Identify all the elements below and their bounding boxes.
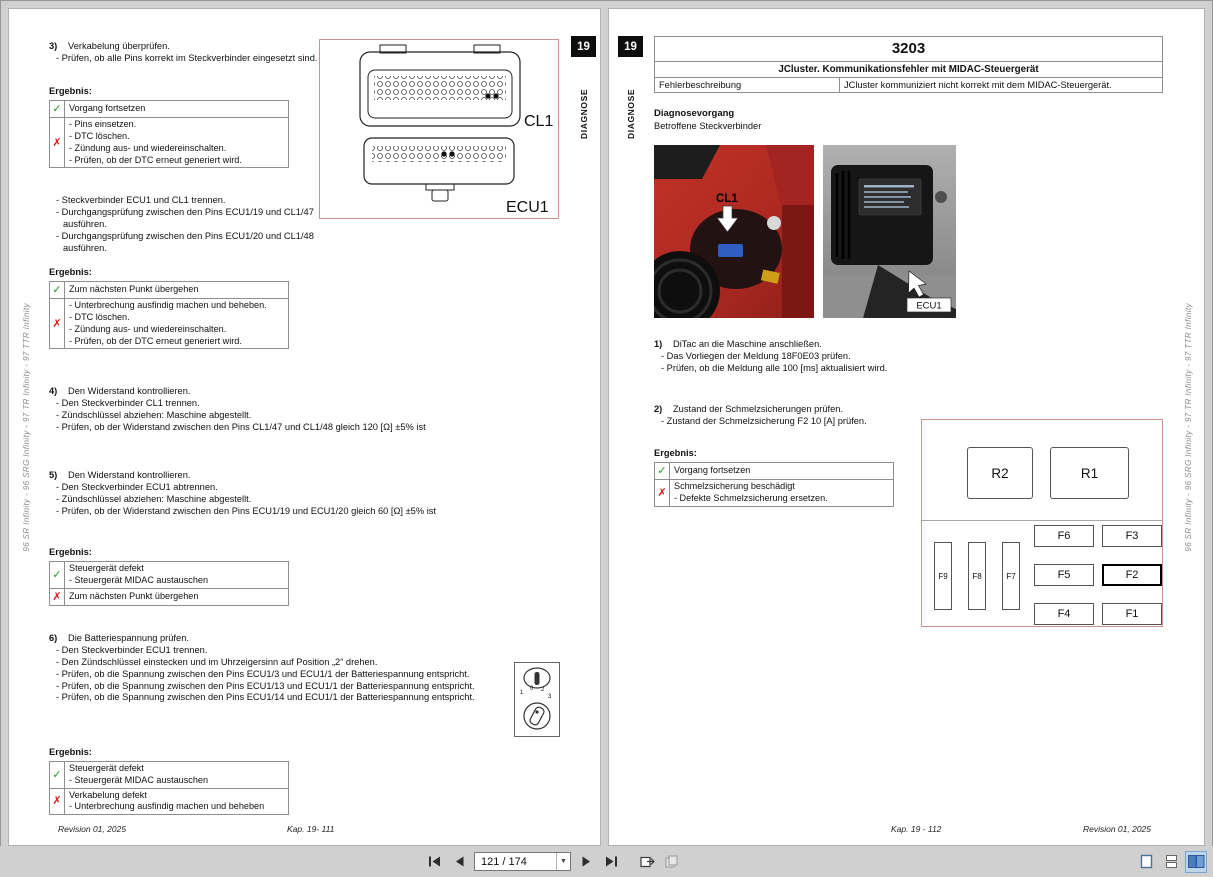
bullet-line: - Prüfen, ob die Spannung zwischen den Pins ECU1/13 und ECU1/1 der Batteriespannung entspricht.: [56, 680, 475, 691]
diagnosis-subheading: Betroffene Steckverbinder: [654, 121, 762, 131]
fuse-label: F9: [938, 571, 948, 581]
ecu1-connector-label: ECU1: [506, 199, 549, 216]
continuous-view-icon: [1165, 854, 1178, 869]
result-line: Vorgang fortsetzen: [69, 103, 146, 114]
cl1-connector-label: CL1: [524, 113, 554, 130]
cross-icon: ✗: [655, 480, 670, 507]
next-page-button[interactable]: [576, 852, 596, 872]
error-description-value: JCluster kommuniziert nicht korrekt mit dem MIDAC-Steuergerät.: [844, 80, 1112, 90]
chapter-label-text: DIAGNOSE: [625, 88, 636, 139]
result-ok-row: [50, 100, 289, 117]
result-line: Vorgang fortsetzen: [674, 465, 751, 476]
result-label: Ergebnis:: [49, 86, 92, 96]
side-text-label: 96 SR Infinity - 96 SRG Infinity - 97 TR Infinity - 97 TTR Infinity: [22, 302, 31, 552]
error-code: 3203: [655, 37, 1162, 62]
bullet-line: - Zustand der Schmelzsicherung F2 10 [A] prüfen.: [661, 415, 867, 426]
fuse-label: F1: [1125, 608, 1139, 620]
cl1-location-photo: [654, 145, 814, 318]
step-number: 3): [49, 41, 58, 51]
result-block-3: [49, 547, 479, 606]
step-number: 4): [49, 386, 58, 396]
result-line: - Defekte Schmelzsicherung ersetzen.: [674, 493, 828, 503]
bullet-line: - Den Steckverbinder ECU1 trennen.: [56, 644, 208, 655]
bullet-line: - Prüfen, ob der Widerstand zwischen den Pins ECU1/19 und ECU1/20 gleich 60 [Ω] ±5% ist: [56, 505, 436, 516]
fuse-f8: [968, 542, 986, 610]
cross-icon: ✗: [50, 588, 65, 605]
result-line: - Prüfen, ob der DTC erneut generiert wird.: [69, 154, 242, 165]
fuse-label: F8: [972, 571, 982, 581]
open-in-new-tab-button[interactable]: [637, 852, 657, 872]
result-label: Ergebnis:: [49, 547, 92, 557]
fuse-label: F7: [1006, 571, 1016, 581]
result-line: - DTC löschen.: [69, 312, 130, 322]
page-number-value[interactable]: 121 / 174: [481, 855, 527, 868]
relay-label: R1: [1080, 465, 1099, 481]
fuse-label: F2: [1125, 569, 1139, 581]
key-position-0: 0: [530, 686, 534, 692]
result-table: [49, 281, 289, 350]
bullet-line: - Prüfen, ob alle Pins korrekt im Steckverbinder eingesetzt sind.: [56, 52, 318, 63]
bullet-line: - Prüfen, ob die Spannung zwischen den Pins ECU1/3 und ECU1/1 der Batteriespannung entspricht.: [56, 668, 470, 679]
result-block-4: [49, 747, 479, 815]
copy-page-button[interactable]: [662, 852, 682, 872]
chapter-tab-left: [571, 36, 596, 57]
chapter-label-text: DIAGNOSE: [578, 88, 589, 139]
chapter-label-left: [571, 61, 596, 139]
footer-revision: Revision 01, 2025: [58, 824, 127, 834]
single-page-icon: [1140, 854, 1153, 869]
cross-icon: ✗: [50, 299, 65, 349]
diagnosis-heading: Diagnosevorgang: [654, 108, 735, 119]
page-dropdown-arrow-icon[interactable]: ▼: [556, 853, 570, 870]
fuse-f6: [1034, 525, 1094, 547]
ignition-key-diagram: [515, 663, 559, 736]
fuse-label: F6: [1057, 530, 1071, 542]
new-tab-icon: [640, 855, 655, 868]
fuse-f9: [934, 542, 952, 610]
result-line: Steuergerät defekt: [69, 562, 144, 573]
chapter-number: 19: [624, 40, 637, 53]
bullet-line: - Prüfen, ob die Spannung zwischen den Pins ECU1/14 und ECU1/1 der Batteriespannung entspricht.: [56, 692, 475, 703]
bullet-line: - Das Vorliegen der Meldung 18F0E03 prüfen.: [661, 350, 851, 361]
result-block-2: [49, 267, 479, 349]
first-page-button[interactable]: [424, 852, 444, 872]
step-heading: [49, 386, 479, 398]
check-icon: ✓: [50, 761, 65, 788]
previous-page-icon: [455, 856, 464, 867]
key-position-3: 3: [548, 694, 552, 700]
error-description-label: Fehlerbeschreibung: [655, 78, 840, 92]
side-text-label: 96 SR Infinity - 96 SRG Infinity - 97 TR Infinity - 97 TTR Infinity: [1184, 302, 1193, 552]
result-label: Ergebnis:: [654, 448, 697, 458]
bullet-line: - Den Steckverbinder ECU1 abtrennen.: [56, 481, 218, 492]
relay-label: R2: [991, 465, 1009, 481]
ecu1-photo-label: ECU1: [916, 300, 942, 312]
result-line: Verkabelung defekt: [69, 789, 147, 800]
error-description-row: [655, 78, 1162, 92]
facing-pages-view-button[interactable]: [1186, 852, 1206, 872]
fuse-label: F5: [1057, 569, 1071, 581]
step-5-block: [49, 470, 479, 518]
bullet-line: - Durchgangsprüfung zwischen den Pins ECU1/19 und CL1/47 ausführen.: [56, 206, 314, 229]
result-line: - Unterbrechung ausfindig machen und beheben: [69, 801, 265, 812]
fuse-f5: [1034, 564, 1094, 586]
step-6-block: [49, 633, 479, 704]
fuse-box-figure: [921, 419, 1163, 627]
result-line: Schmelzsicherung beschädigt: [674, 481, 795, 492]
step-number: 1): [654, 339, 663, 349]
last-page-button[interactable]: [601, 852, 621, 872]
copy-icon: [665, 855, 679, 868]
step-4-block: [49, 386, 479, 434]
result-ok-row: [50, 761, 289, 788]
result-fail-row: [50, 588, 289, 605]
result-line: - Steuergerät MIDAC austauschen: [69, 574, 208, 585]
check-icon: ✓: [655, 462, 670, 479]
result-label: Ergebnis:: [49, 267, 92, 277]
bullet-line: - Den Steckverbinder CL1 trennen.: [56, 397, 200, 408]
footer-chapter: Kap. 19 - 112: [891, 824, 942, 834]
manual-page-right: [608, 8, 1205, 846]
check-icon: ✓: [50, 561, 65, 588]
bullet-line: - Steckverbinder ECU1 und CL1 trennen.: [56, 195, 226, 205]
step-number: 6): [49, 633, 58, 643]
relay-r1: [1050, 447, 1129, 499]
continuous-view-button[interactable]: [1161, 852, 1181, 872]
chapter-tab-right: [618, 36, 643, 57]
footer-revision: Revision 01, 2025: [1082, 824, 1151, 834]
result-table: [654, 462, 894, 507]
mid-bullets-block: [49, 195, 331, 254]
ecu1-location-photo: [823, 145, 956, 318]
facing-pages-icon: [1188, 854, 1205, 869]
result-ok-row: [50, 561, 289, 588]
step-heading: [49, 470, 479, 482]
result-label: Ergebnis:: [49, 747, 92, 757]
fuse-label: F4: [1057, 608, 1071, 620]
result-fail-row: [50, 118, 289, 168]
step-heading: [49, 633, 479, 645]
step-heading: [654, 404, 1074, 416]
cl1-photo-illustration: [654, 145, 814, 318]
bullet-line: - Prüfen, ob der Widerstand zwischen den Pins CL1/47 und CL1/48 gleich 120 [Ω] ±5% ist: [56, 421, 426, 432]
manual-page-left: [8, 8, 601, 846]
result-line: Zum nächsten Punkt übergehen: [69, 590, 199, 601]
step-number: 5): [49, 470, 58, 480]
step-title: Den Widerstand kontrollieren.: [68, 470, 191, 480]
left-side-text: [22, 9, 31, 845]
result-fail-row: [655, 480, 894, 507]
bullet-line: - Den Zündschlüssel einstecken und im Uhrzeigersinn auf Position „2“ drehen.: [56, 656, 378, 667]
error-title: JCluster. Kommunikationsfehler mit MIDAC-Steuergerät: [655, 62, 1162, 78]
right-side-text: [1184, 9, 1193, 845]
step-title: Den Widerstand kontrollieren.: [68, 386, 191, 396]
result-table: [49, 561, 289, 606]
previous-page-button[interactable]: [449, 852, 469, 872]
fuse-f3: [1102, 525, 1162, 547]
result-line: Zum nächsten Punkt übergehen: [69, 284, 199, 295]
result-line: - DTC löschen.: [69, 131, 130, 141]
result-ok-row: [50, 281, 289, 298]
check-icon: ✓: [50, 100, 65, 117]
result-line: - Steuergerät MIDAC austauschen: [69, 774, 208, 785]
cross-icon: ✗: [50, 788, 65, 815]
result-line: - Prüfen, ob der DTC erneut generiert wird.: [69, 335, 242, 346]
result-line: Steuergerät defekt: [69, 762, 144, 773]
result-line: - Pins einsetzen.: [69, 119, 137, 130]
bullet-line: - Prüfen, ob die Meldung alle 100 [ms] aktualisiert wird.: [661, 362, 888, 373]
cl1-photo-label: CL1: [716, 193, 738, 205]
result-line: - Zündung aus- und wiedereinschalten.: [69, 323, 227, 334]
result-line: - Unterbrechung ausfindig machen und beheben.: [69, 300, 267, 311]
ecu1-photo-illustration: [823, 145, 956, 318]
step-1-block: [654, 339, 1074, 375]
key-position-2: 2: [541, 687, 545, 693]
error-code-header-table: [654, 36, 1163, 93]
step-number: 2): [654, 404, 663, 414]
result-ok-row: [655, 462, 894, 479]
result-fail-row: [50, 788, 289, 815]
footer-chapter: Kap. 19- 111: [287, 824, 335, 834]
bullet-line: - Zündschlüssel abziehen: Maschine abgestellt.: [56, 493, 252, 504]
ignition-key-figure: [514, 662, 560, 737]
chapter-number: 19: [577, 40, 590, 53]
viewer-toolbar: [0, 846, 1213, 877]
first-page-icon: [428, 856, 441, 867]
fuse-f4: [1034, 603, 1094, 625]
chapter-label-right: [618, 61, 643, 139]
cross-icon: ✗: [50, 118, 65, 168]
connector-diagram-figure: [319, 39, 559, 219]
result-table: [49, 761, 289, 815]
step-title: Verkabelung überprüfen.: [68, 41, 170, 51]
fuse-label: F3: [1125, 530, 1139, 542]
check-icon: ✓: [50, 281, 65, 298]
fuse-f1: [1102, 603, 1162, 625]
fuse-f2-highlighted: [1102, 564, 1162, 586]
relay-r2: [967, 447, 1033, 499]
view-mode-group: [1136, 852, 1206, 872]
step-title: Die Batteriespannung prüfen.: [68, 633, 189, 643]
bullet-line: - Zündschlüssel abziehen: Maschine abgestellt.: [56, 409, 252, 420]
page-number-input[interactable]: [474, 852, 571, 871]
result-line: - Zündung aus- und wiedereinschalten.: [69, 142, 227, 153]
bullet-line: - Durchgangsprüfung zwischen den Pins ECU1/20 und CL1/48 ausführen.: [56, 230, 314, 253]
step-title: Zustand der Schmelzsicherungen prüfen.: [673, 404, 844, 414]
last-page-icon: [605, 856, 618, 867]
connector-diagram: [320, 40, 558, 218]
fusebox-divider: [922, 520, 1162, 521]
fuse-f7: [1002, 542, 1020, 610]
step-title: DiTac an die Maschine anschließen.: [673, 339, 822, 349]
next-page-icon: [582, 856, 591, 867]
result-table: [49, 100, 289, 169]
step-heading: [654, 339, 1074, 351]
page-navigation-group: [424, 852, 682, 872]
single-page-view-button[interactable]: [1136, 852, 1156, 872]
key-position-1: 1: [520, 690, 524, 696]
result-fail-row: [50, 299, 289, 349]
